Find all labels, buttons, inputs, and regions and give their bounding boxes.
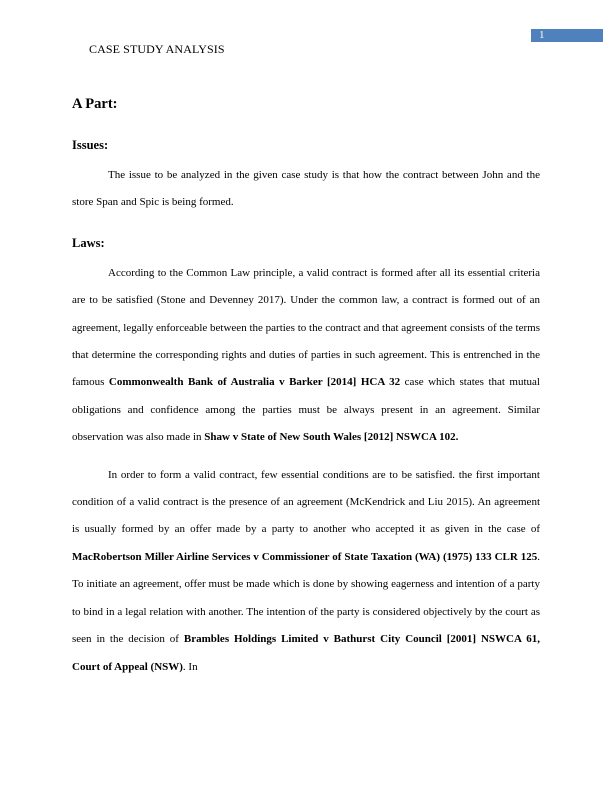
case-citation-brambles: Brambles Holdings Limited v Bathurst City Council [2001] NSWCA 61, Court of Appeal (NSW) bbox=[72, 633, 540, 673]
page-number-badge bbox=[531, 29, 603, 42]
text-span: According to the Common Law principle, a valid contract is formed after all its essential criteria are to be satisfied (Stone and Devenney 2017). Under the common law, a contract is formed out of an agreement, legally enforceable between the parties to the contract and that agreement consists of the terms that determine the corresponding rights and duties of parties in such agreement. This is entrenched in the famous bbox=[72, 266, 540, 389]
subheading-laws: Laws: bbox=[72, 235, 105, 250]
text-span: In order to form a valid contract, few essential conditions are to be satisfied. the first important condition of a valid contract is the presence of an agreement (McKendrick and Liu 2015). An agreement is usually formed by an offer made by a party to another who accepted it as given in the case of bbox=[72, 468, 540, 536]
issues-paragraph: The issue to be analyzed in the given case study is that how the contract between John and the store Span and Spic is being formed. bbox=[72, 169, 540, 209]
laws-paragraph-1 bbox=[72, 260, 540, 452]
case-citation-macrobertson: MacRobertson Miller Airline Services v Commissioner of State Taxation (WA) (1975) 133 CLR 125 bbox=[72, 550, 538, 563]
laws-paragraph-2 bbox=[72, 462, 540, 681]
page-number: 1 bbox=[539, 29, 545, 41]
subheading-issues: Issues: bbox=[72, 138, 109, 152]
case-citation-shaw: Shaw v State of New South Wales [2012] NSWCA 102. bbox=[204, 431, 459, 444]
running-header: CASE STUDY ANALYSIS bbox=[89, 42, 225, 56]
text-span: . In bbox=[182, 660, 198, 673]
section-heading-a-part: A Part: bbox=[72, 96, 118, 112]
case-citation-barker: Commonwealth Bank of Australia v Barker [2014] HCA 32 bbox=[108, 376, 401, 389]
text-span: . To initiate an agreement, offer must be made which is done by showing eagerness and intention of a party to bind in a legal relation with another. The intention of the party is considered objectively by the court as seen in the decision of bbox=[72, 550, 540, 646]
document-body bbox=[72, 95, 540, 681]
text-span: case which states that mutual obligations and confidence among the parties must be always present in an agreement. Similar observation was also made in bbox=[72, 376, 540, 444]
